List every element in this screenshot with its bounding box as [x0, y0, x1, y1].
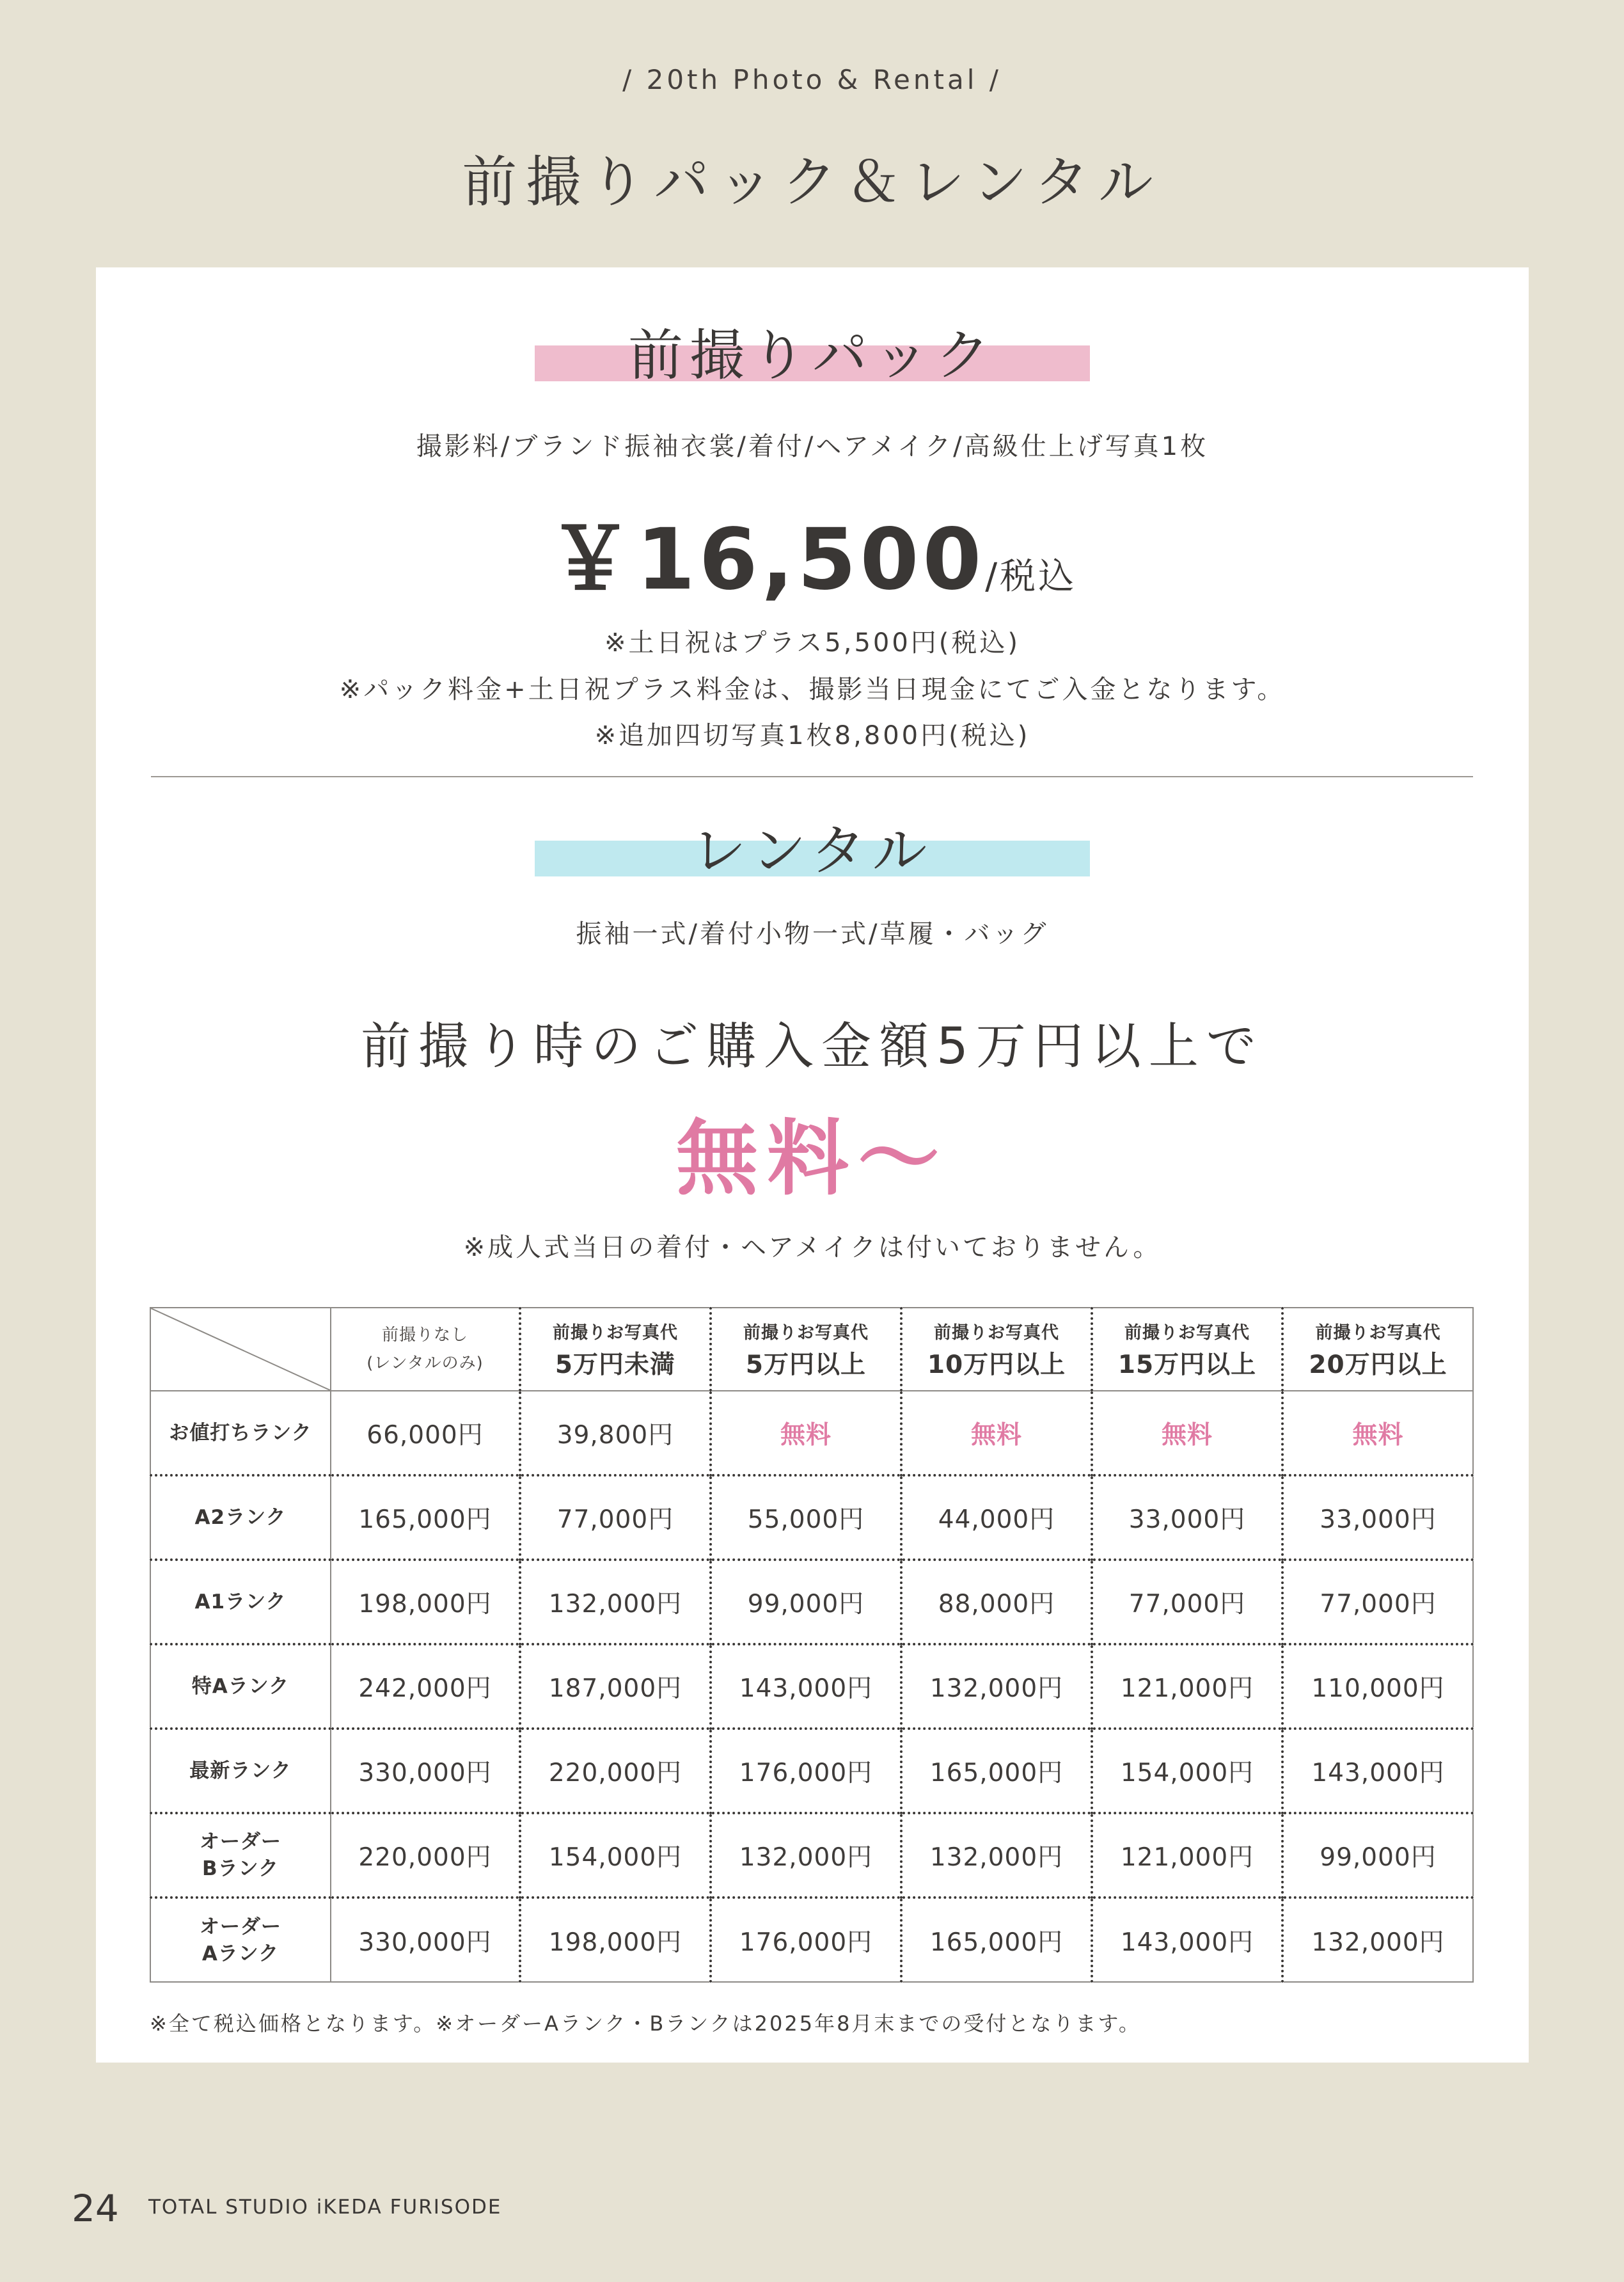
rank-label	[150, 1560, 331, 1644]
price-cell: 99,000円	[711, 1560, 901, 1644]
price-cell: 220,000円	[331, 1813, 520, 1898]
price-cell: 176,000円	[711, 1729, 901, 1813]
diagonal-line	[151, 1308, 330, 1390]
column-header-line2: (レンタルのみ)	[367, 1354, 484, 1373]
price-cell: 330,000円	[331, 1898, 520, 1982]
price-cell: 198,000円	[520, 1898, 711, 1982]
rental-heading	[96, 806, 1529, 883]
rental-price-table	[150, 1307, 1474, 1983]
column-header-line1: 前撮りお写真代	[743, 1322, 869, 1343]
rental-free-text: 無料～	[675, 1111, 949, 1207]
rank-label-text: Aランク	[201, 1942, 280, 1965]
rank-label	[150, 1391, 331, 1475]
price-cell: 55,000円	[711, 1475, 901, 1560]
price-cell: 165,000円	[901, 1729, 1092, 1813]
price-cell: 33,000円	[1282, 1475, 1473, 1560]
rank-label-text: オーダー	[200, 1915, 281, 1938]
rank-label-text: A2ランク	[194, 1506, 287, 1529]
column-header-line2: 15万円以上	[1117, 1350, 1257, 1379]
column-header-line1: 前撮りお写真代	[1315, 1322, 1441, 1343]
price-cell: 132,000円	[901, 1813, 1092, 1898]
pack-price-amount: ￥16,500	[548, 511, 986, 609]
column-header-line1: 前撮りなし	[381, 1326, 468, 1345]
price-cell: 66,000円	[367, 1420, 484, 1450]
price-cell: 176,000円	[711, 1898, 901, 1982]
column-header-line2: 10万円以上	[927, 1350, 1066, 1379]
content-card	[96, 267, 1529, 2063]
table-row	[150, 1729, 1473, 1813]
table-row	[150, 1644, 1473, 1729]
pack-note: ※パック料金+土日祝プラス料金は、撮影当日現金にてご入金となります。	[339, 675, 1286, 704]
price-cell: 77,000円	[520, 1475, 711, 1560]
rank-label	[150, 1729, 331, 1813]
price-cell: 39,800円	[520, 1391, 711, 1475]
price-cell: 143,000円	[1282, 1729, 1473, 1813]
rental-note: ※成人式当日の着付・ヘアメイクは付いておりません。	[463, 1233, 1162, 1262]
table-row	[150, 1813, 1473, 1898]
rental-headline: 前撮り時のご購入金額5万円以上で	[361, 1018, 1264, 1075]
price-cell: 44,000円	[901, 1475, 1092, 1560]
price-cell: 無料	[711, 1391, 901, 1475]
price-cell: 143,000円	[1092, 1898, 1282, 1982]
rank-label-text: Bランク	[201, 1857, 279, 1880]
price-cell: 77,000円	[1282, 1560, 1473, 1644]
rank-label-text: 特Aランク	[191, 1675, 290, 1698]
table-row	[150, 1898, 1473, 1982]
pack-price	[96, 491, 1529, 613]
brand-name: TOTAL STUDIO iKEDA FURISODE	[148, 2196, 502, 2219]
column-header-line1: 前撮りお写真代	[553, 1322, 678, 1343]
column-header	[1092, 1308, 1282, 1391]
rank-label	[150, 1898, 331, 1982]
price-cell: 242,000円	[331, 1644, 520, 1729]
rental-includes: 振袖一式/着付小物一式/草履・バッグ	[576, 919, 1049, 949]
price-cell: 132,000円	[1282, 1898, 1473, 1982]
section-divider	[151, 776, 1473, 777]
pack-note: ※追加四切写真1枚8,800円(税込)	[594, 721, 1030, 750]
rank-label	[150, 1644, 331, 1729]
column-header	[331, 1308, 520, 1391]
rank-label-text: 最新ランク	[189, 1759, 292, 1782]
rank-label-text: お値打ちランク	[169, 1421, 312, 1445]
price-cell: 143,000円	[711, 1644, 901, 1729]
price-cell: 132,000円	[901, 1644, 1092, 1729]
pack-note: ※土日祝はプラス5,500円(税込)	[604, 628, 1021, 658]
rank-label	[150, 1475, 331, 1560]
price-cell: 165,000円	[331, 1475, 520, 1560]
price-cell: 無料	[1282, 1391, 1473, 1475]
price-cell: 220,000円	[520, 1729, 711, 1813]
column-header-line2: 5万円以上	[745, 1350, 867, 1379]
table-corner-cell	[150, 1308, 331, 1391]
pack-includes: 撮影料/ブランド振袖衣裳/着付/ヘアメイク/高級仕上げ写真1枚	[416, 432, 1209, 461]
pack-heading-text: 前撮りパック	[628, 324, 997, 388]
price-cell: 110,000円	[1282, 1644, 1473, 1729]
pack-price-suffix: /税込	[985, 556, 1077, 598]
price-cell: 無料	[1092, 1391, 1282, 1475]
price-cell: 132,000円	[520, 1560, 711, 1644]
table-row	[150, 1560, 1473, 1644]
price-cell: 77,000円	[1092, 1560, 1282, 1644]
price-cell: 121,000円	[1092, 1813, 1282, 1898]
column-header	[711, 1308, 901, 1391]
column-header-line1: 前撮りお写真代	[1124, 1322, 1250, 1343]
price-cell: 187,000円	[520, 1644, 711, 1729]
price-cell: 33,000円	[1092, 1475, 1282, 1560]
price-cell: 330,000円	[331, 1729, 520, 1813]
column-header	[901, 1308, 1092, 1391]
price-cell: 無料	[901, 1391, 1092, 1475]
column-header	[520, 1308, 711, 1391]
price-cell: 99,000円	[1282, 1813, 1473, 1898]
table-header-row	[150, 1308, 1473, 1391]
price-cell: 154,000円	[520, 1813, 711, 1898]
price-cell: 165,000円	[901, 1898, 1092, 1982]
page-title: 前撮りパック＆レンタル	[462, 150, 1162, 214]
price-cell: 88,000円	[901, 1560, 1092, 1644]
price-cell: 132,000円	[711, 1813, 901, 1898]
price-cell: 198,000円	[331, 1560, 520, 1644]
page-number: 24	[72, 2187, 119, 2230]
price-cell: 154,000円	[1092, 1729, 1282, 1813]
column-header	[1282, 1308, 1473, 1391]
rank-label	[150, 1813, 331, 1898]
pack-heading	[96, 311, 1529, 388]
column-header-line1: 前撮りお写真代	[934, 1322, 1059, 1343]
rank-label-text: A1ランク	[194, 1590, 287, 1613]
column-header-line2: 5万円未満	[555, 1350, 676, 1379]
column-header-line2: 20万円以上	[1309, 1350, 1447, 1379]
rental-heading-text: レンタル	[691, 819, 934, 883]
rank-label-text: オーダー	[200, 1830, 281, 1853]
table-footnote: ※全て税込価格となります。※オーダーAランク・Bランクは2025年8月末までの受付となります。	[150, 2011, 1141, 2036]
price-cell: 121,000円	[1092, 1644, 1282, 1729]
page-subtitle: / 20th Photo & Rental /	[622, 64, 1002, 95]
table-row	[150, 1475, 1473, 1560]
table-row	[150, 1391, 1473, 1475]
